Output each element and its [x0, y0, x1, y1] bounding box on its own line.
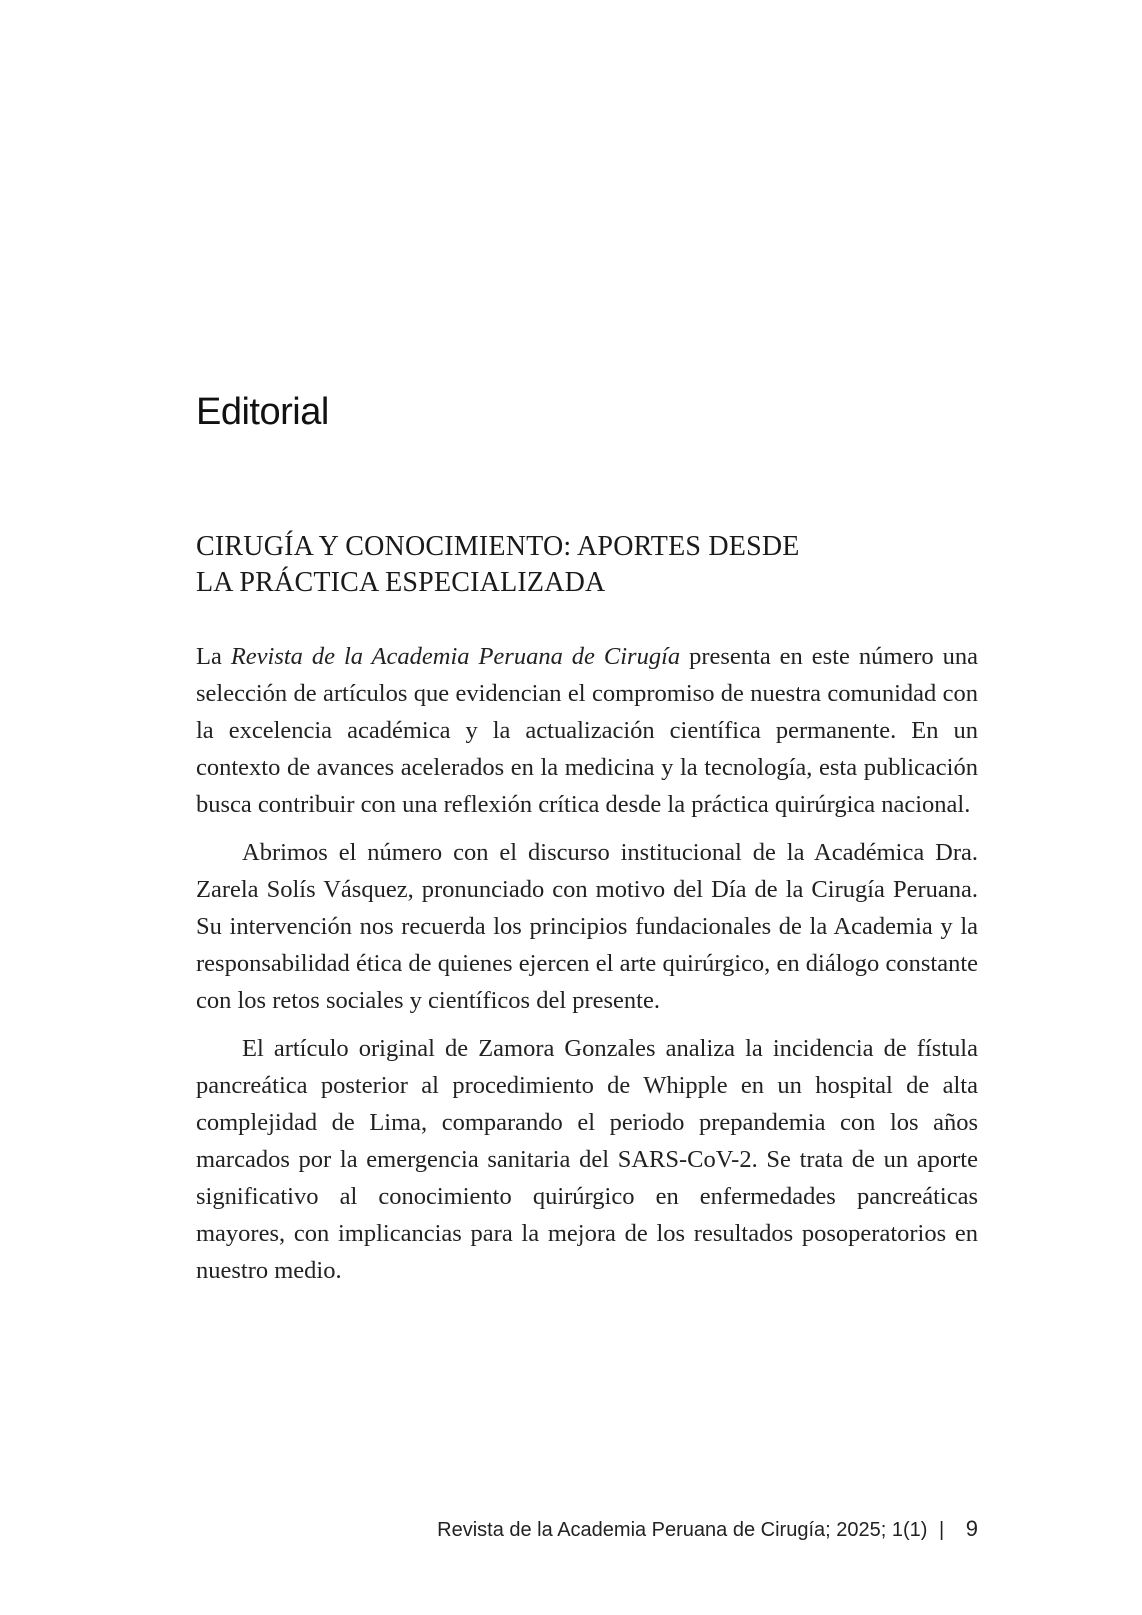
title-line-1: CIRUGÍA Y CONOCIMIENTO: APORTES DESDE: [196, 531, 800, 562]
article-title: [196, 529, 976, 601]
paragraph-2: Abrimos el número con el discurso institucional de la Académica Dra. Zarela Solís Vásquez, pronunciado con motivo del Día de la Cirugía Peruana. Su intervención nos recuerda los principios fundacionales de la Academia y la responsabilidad ética de quienes ejercen el arte quirúrgico, en diálogo constante con los retos sociales y científicos del presente.: [196, 839, 978, 1014]
paragraph-1-rest: presenta en este número una selección de artículos que evidencian el compromiso de nuestra comunidad con la excelencia académica y la actualización científica permanente. En un contexto de avances acelerados en la medicina y la tecnología, esta publicación busca contribuir con una reflexión crítica desde la práctica quirúrgica nacional.: [196, 643, 978, 818]
journal-name: Revista de la Academia Peruana de Cirugía: [230, 643, 681, 670]
footer-separator: |: [938, 1519, 945, 1541]
article-body: [196, 638, 978, 1300]
paragraph-1: [196, 638, 978, 823]
page-footer: [196, 1516, 978, 1542]
section-label: Editorial: [196, 391, 329, 433]
title-line-2: LA PRÁCTICA ESPECIALIZADA: [196, 567, 606, 598]
paragraph-1-lead: La: [196, 643, 231, 670]
paragraph-3: El artículo original de Zamora Gonzales analiza la incidencia de fístula pancreática posterior al procedimiento de Whipple en un hospital de alta complejidad de Lima, comparando el periodo prepandemia con los años marcados por la emergencia sanitaria del SARS-CoV-2. Se trata de un aporte significativo al conocimiento quirúrgico en enfermedades pancreáticas mayores, con implicancias para la mejora de los resultados posoperatorios en nuestro medio.: [196, 1035, 978, 1284]
page-number: 9: [965, 1516, 978, 1541]
footer-citation: Revista de la Academia Peruana de Cirugía; 2025; 1(1): [437, 1519, 928, 1541]
